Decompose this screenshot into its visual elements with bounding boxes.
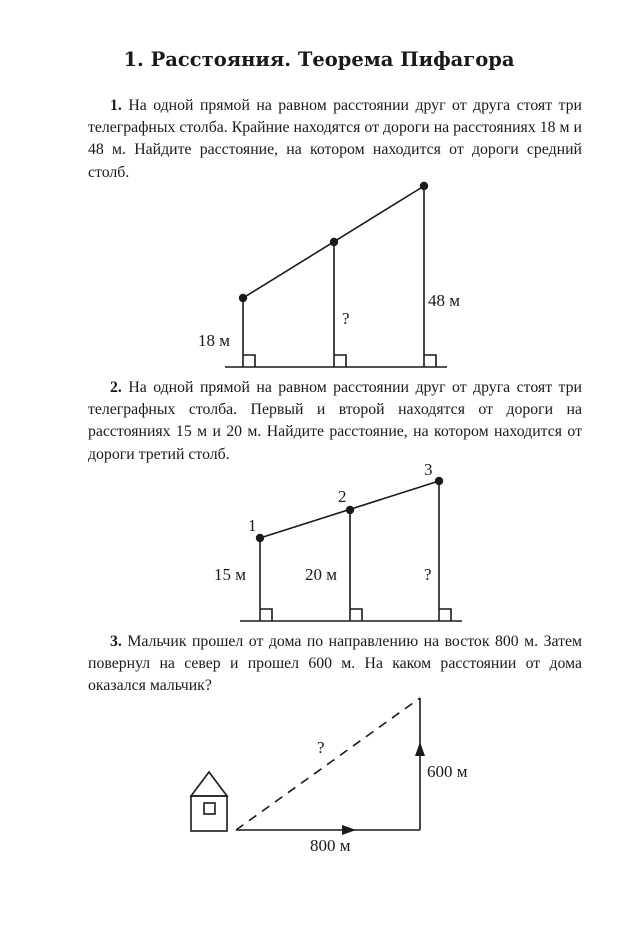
- label-diagonal: ?: [317, 738, 325, 757]
- problem-number: 3.: [110, 633, 122, 650]
- label-left-pole: 18 м: [198, 331, 231, 350]
- label-second-pole: 20 м: [305, 565, 338, 584]
- problem-number: 1.: [110, 97, 122, 114]
- pole-top-dot: [346, 506, 354, 514]
- right-angle-mark: [424, 355, 436, 367]
- east-arrow-icon: [342, 825, 356, 835]
- right-angle-mark: [334, 355, 346, 367]
- pole-top-dot: [435, 477, 443, 485]
- right-angle-mark: [243, 355, 255, 367]
- label-first-pole: 15 м: [214, 565, 247, 584]
- label-east: 800 м: [310, 836, 351, 855]
- diagonal-path: [236, 698, 420, 830]
- problem-text: На одной прямой на равном расстоянии друг от друга стоят три телеграфных столба. Крайние находятся от дороги на расстояниях 18 м и 48 м. Найдите расстояние, на котором находится от дороги средний столб.: [88, 97, 583, 181]
- label-north: 600 м: [427, 762, 468, 781]
- pole-number-1: 1: [248, 516, 257, 535]
- pole-top-dot: [420, 182, 428, 190]
- right-angle-mark: [350, 609, 362, 621]
- pole-top-dot: [330, 238, 338, 246]
- right-angle-mark: [439, 609, 451, 621]
- pole-top-dot: [256, 534, 264, 542]
- right-angle-mark: [260, 609, 272, 621]
- house-roof: [191, 772, 227, 796]
- problem-text: Мальчик прошел от дома по направлению на восток 800 м. Затем повернул на север и прошел 600 м. На каком расстоянии от дома оказался мальчик?: [88, 633, 582, 695]
- pole-number-2: 2: [338, 487, 347, 506]
- pole-top-dot: [239, 294, 247, 302]
- problem-text: На одной прямой на равном расстоянии друг от друга стоят три телеграфных столба. Первый и второй находятся от дороги на расстояниях 15 м и 20 м. Найдите расстояние, на котором находится от дороги третий столб.: [88, 379, 583, 463]
- page-title: 1. Расстояния. Теорема Пифагора: [123, 48, 515, 71]
- label-right-pole: 48 м: [428, 291, 461, 310]
- figure-2-poles: [240, 481, 462, 621]
- house-window: [204, 803, 215, 814]
- problem-number: 2.: [110, 379, 122, 396]
- north-arrow-icon: [415, 742, 425, 756]
- label-middle-pole: ?: [342, 309, 350, 328]
- figure-1-poles: [225, 186, 447, 367]
- label-third-pole: ?: [424, 565, 432, 584]
- pole-number-3: 3: [424, 460, 433, 479]
- figure-3-path: [191, 698, 420, 831]
